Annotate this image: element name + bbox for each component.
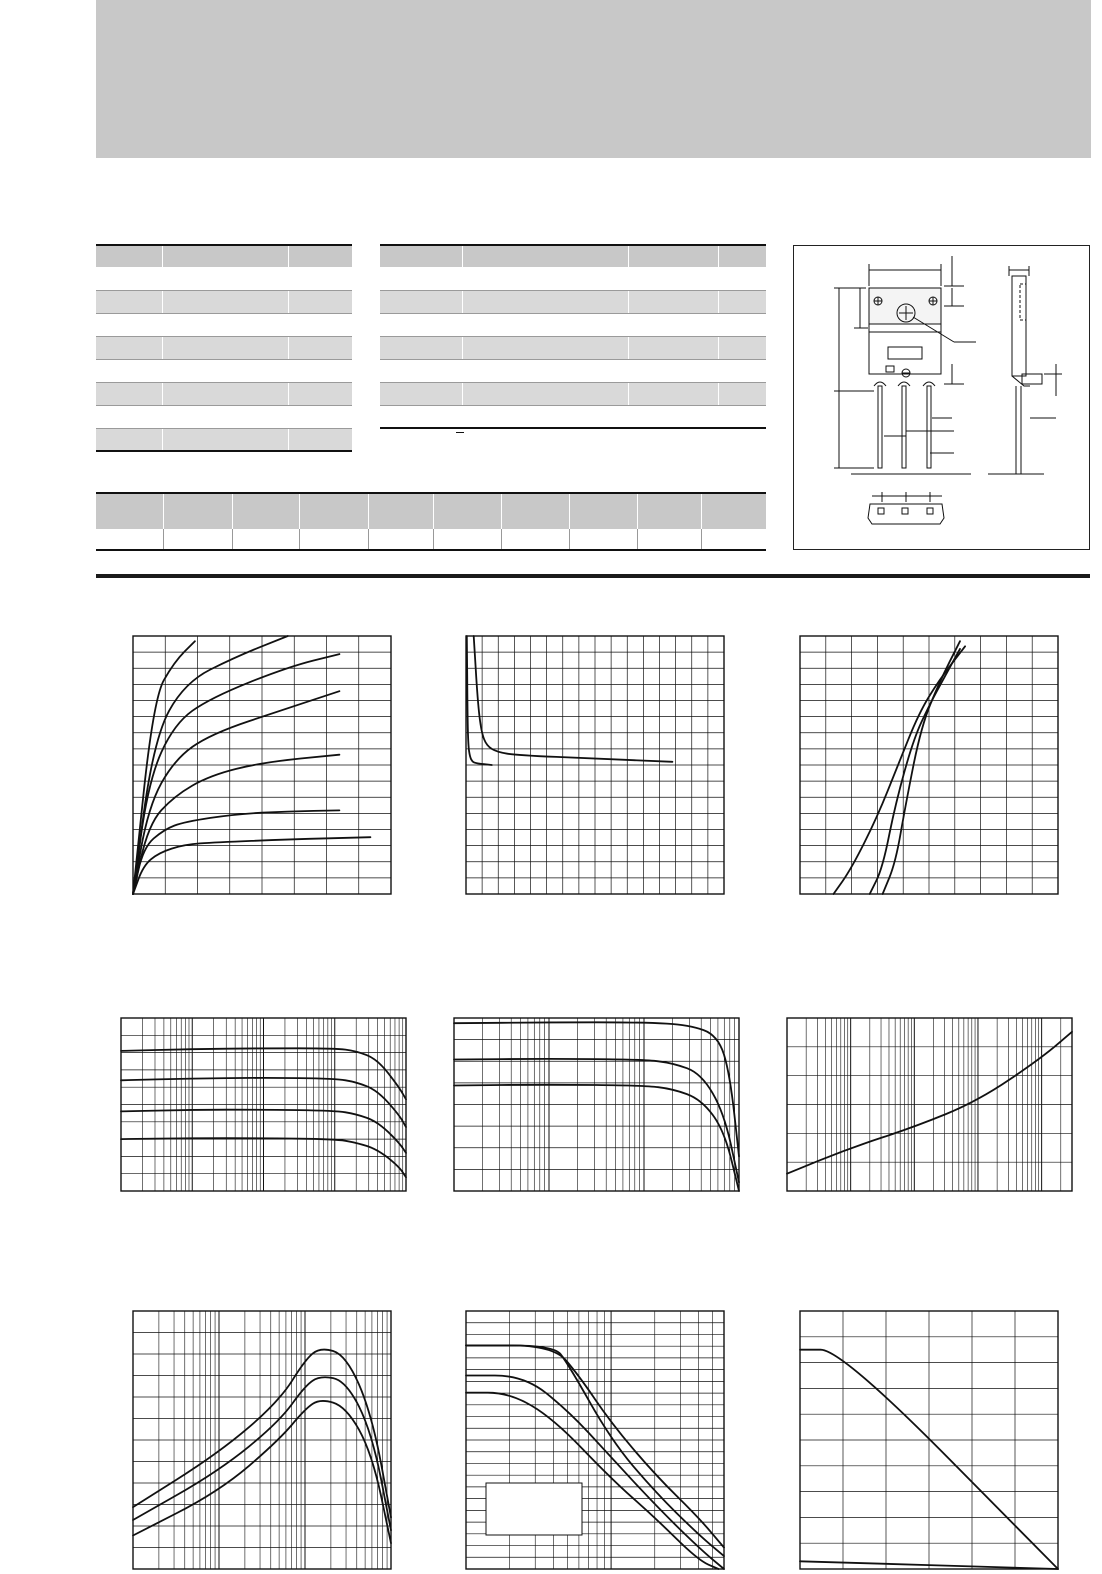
table-header-cell	[163, 493, 232, 529]
series-line-3	[133, 1401, 391, 1543]
ratings-table	[96, 244, 352, 452]
chart-panel-3	[800, 636, 1058, 894]
series-line-1	[834, 646, 966, 894]
chart-grid	[133, 636, 391, 894]
table-header-cell	[96, 245, 162, 267]
series-line-1	[454, 1022, 739, 1156]
series-line-3	[133, 755, 339, 894]
table-header-cell	[637, 493, 701, 529]
footnote-mark	[456, 432, 464, 433]
table-cell	[462, 313, 628, 336]
table-cell	[628, 290, 718, 313]
package-outline-frame	[793, 245, 1090, 550]
chart-panel-9	[800, 1311, 1058, 1569]
table-cell	[162, 290, 288, 313]
table-cell	[299, 529, 368, 550]
table-cell	[288, 336, 352, 359]
table-cell	[380, 405, 462, 428]
series-line-1	[787, 1032, 1072, 1174]
table-cell	[628, 359, 718, 382]
table-header-cell	[569, 493, 637, 529]
table-header-cell	[701, 493, 766, 529]
series-line-4	[466, 1393, 719, 1569]
table-cell	[718, 313, 766, 336]
classification-table	[96, 492, 766, 551]
table-cell	[162, 313, 288, 336]
series-line-2	[870, 649, 960, 894]
table-cell	[433, 529, 501, 550]
series-line-5	[133, 654, 339, 894]
table-cell	[462, 382, 628, 405]
table-cell	[462, 405, 628, 428]
series-line-3	[454, 1085, 739, 1191]
table-cell	[96, 267, 162, 290]
table-cell	[718, 267, 766, 290]
table-cell	[288, 428, 352, 451]
table-cell	[96, 359, 162, 382]
chart-panel-1	[133, 636, 391, 894]
table-cell	[718, 405, 766, 428]
table-cell	[162, 267, 288, 290]
table-cell	[288, 382, 352, 405]
table-cell	[628, 313, 718, 336]
chart-panel-2	[466, 636, 724, 894]
table-cell	[718, 359, 766, 382]
table-cell	[288, 290, 352, 313]
table-cell	[288, 313, 352, 336]
table-header-cell	[462, 245, 628, 267]
table-cell	[380, 359, 462, 382]
series-line-1	[133, 1350, 391, 1518]
section-divider	[96, 574, 1090, 578]
table-header-cell	[628, 245, 718, 267]
table-cell	[628, 336, 718, 359]
table-cell	[380, 290, 462, 313]
chart-grid	[800, 636, 1058, 894]
chart-grid	[133, 1311, 391, 1569]
chart-panel-8	[466, 1311, 724, 1569]
table-header-cell	[288, 245, 352, 267]
table-cell	[462, 290, 628, 313]
chart-panel-7	[133, 1311, 391, 1569]
table-header-cell	[96, 493, 163, 529]
table-cell	[637, 529, 701, 550]
table-cell	[96, 336, 162, 359]
table-cell	[501, 529, 569, 550]
table-cell	[718, 290, 766, 313]
table-cell	[628, 405, 718, 428]
table-cell	[96, 428, 162, 451]
table-cell	[96, 405, 162, 428]
table-cell	[628, 382, 718, 405]
table-cell	[96, 290, 162, 313]
table-cell	[288, 359, 352, 382]
table-cell	[162, 359, 288, 382]
table-cell	[628, 267, 718, 290]
table-cell	[462, 359, 628, 382]
table-header-cell	[501, 493, 569, 529]
table-cell	[462, 336, 628, 359]
table-cell	[162, 336, 288, 359]
table-cell	[380, 382, 462, 405]
table-cell	[380, 267, 462, 290]
table-header-cell	[162, 245, 288, 267]
chart-grid	[121, 1018, 406, 1191]
table-cell	[288, 267, 352, 290]
table-header-cell	[380, 245, 462, 267]
table-cell	[718, 336, 766, 359]
table-header-cell	[232, 493, 299, 529]
table-cell	[162, 382, 288, 405]
chart-grid	[787, 1018, 1072, 1191]
table-cell	[162, 428, 288, 451]
series-line-2	[474, 636, 673, 762]
chart-grid	[466, 636, 724, 894]
package-outline-drawing	[794, 246, 1089, 549]
table-cell	[569, 529, 637, 550]
header-band	[96, 0, 1091, 158]
table-cell	[162, 405, 288, 428]
characteristics-table	[380, 244, 766, 429]
table-header-cell	[718, 245, 766, 267]
chart-inset-box	[486, 1483, 582, 1535]
table-cell	[163, 529, 232, 550]
table-header-cell	[368, 493, 433, 529]
table-cell	[462, 267, 628, 290]
table-cell	[288, 405, 352, 428]
table-cell	[96, 529, 163, 550]
table-cell	[368, 529, 433, 550]
chart-panel-5	[454, 1018, 739, 1191]
table-header-cell	[433, 493, 501, 529]
table-cell	[232, 529, 299, 550]
chart-panel-6	[787, 1018, 1072, 1191]
series-line-2	[454, 1059, 739, 1182]
table-cell	[380, 336, 462, 359]
table-header-cell	[299, 493, 368, 529]
chart-panel-4	[121, 1018, 406, 1191]
table-cell	[380, 313, 462, 336]
table-cell	[701, 529, 766, 550]
table-cell	[96, 382, 162, 405]
table-cell	[718, 382, 766, 405]
table-cell	[96, 313, 162, 336]
series-line-3	[883, 641, 960, 894]
chart-grid	[454, 1018, 739, 1191]
